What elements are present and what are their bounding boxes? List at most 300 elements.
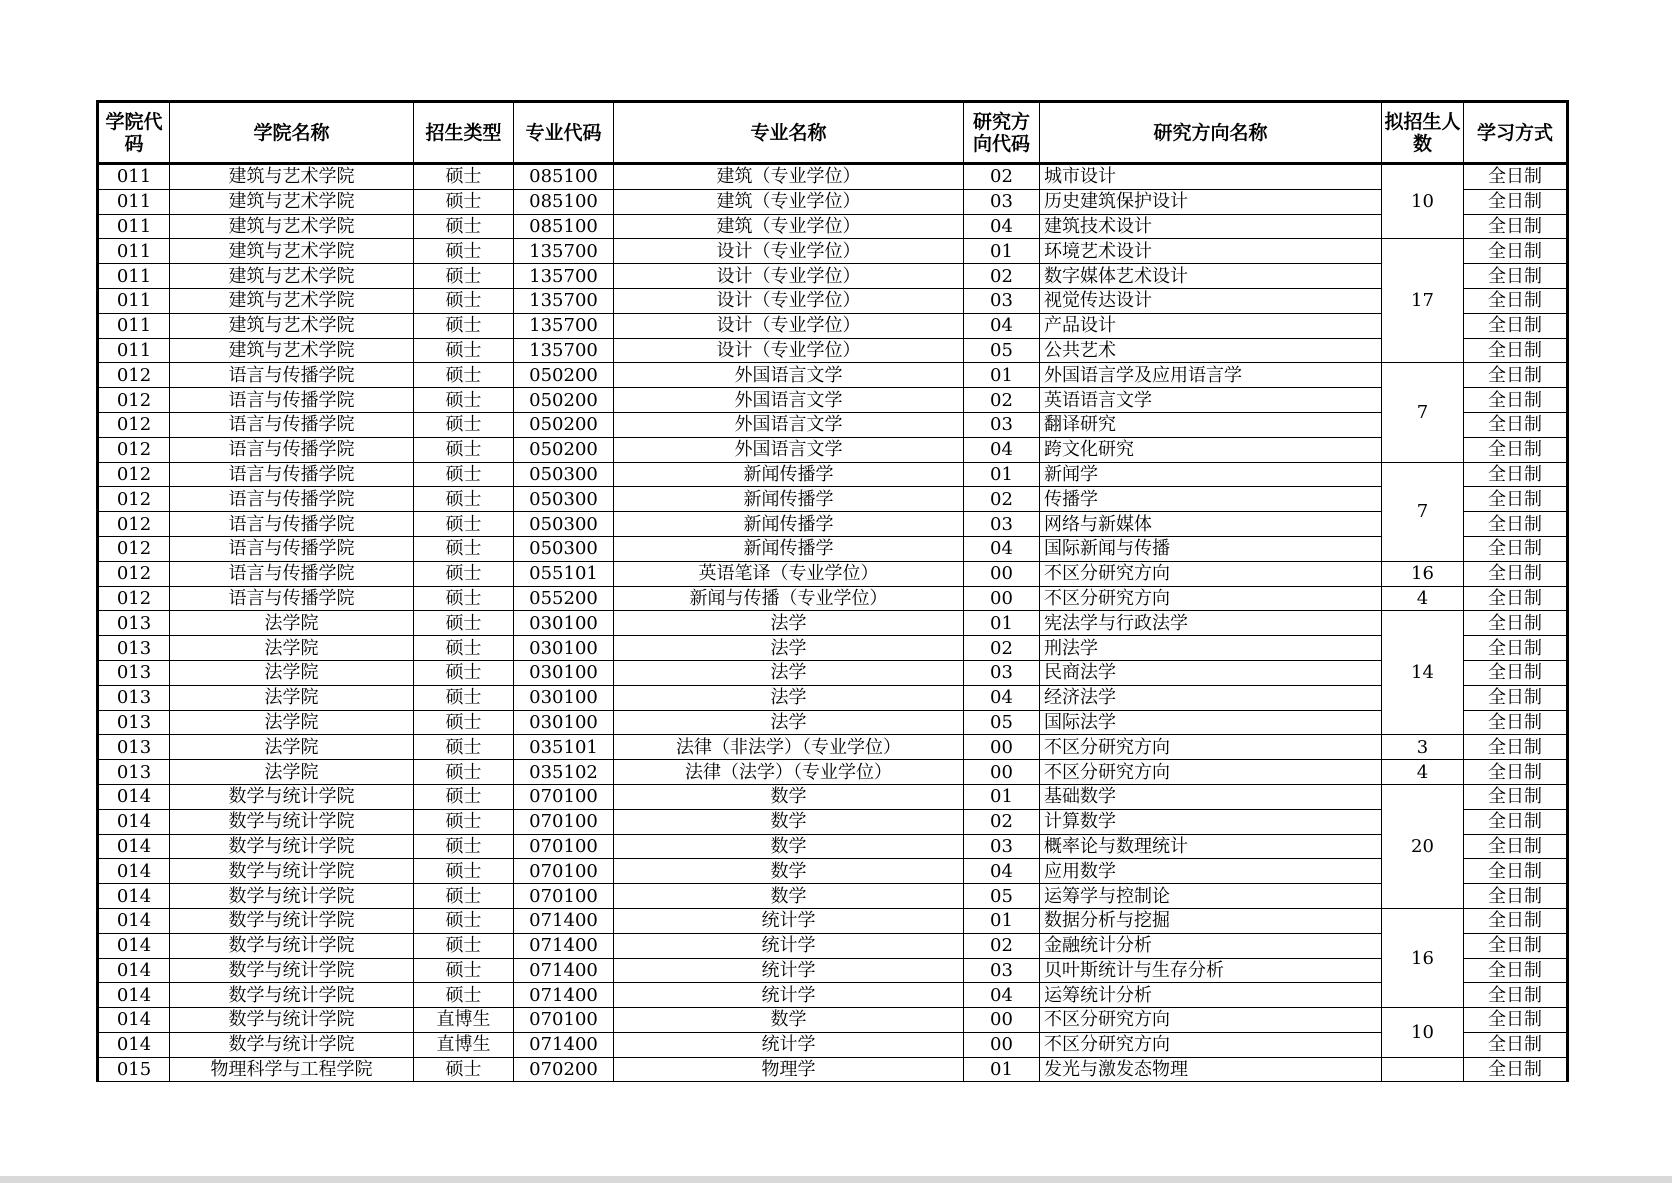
cell-study-mode: 全日制: [1464, 363, 1568, 388]
cell-direction-name: 网络与新媒体: [1040, 512, 1382, 537]
cell-school-name: 法学院: [170, 760, 414, 785]
table-row: [98, 264, 1568, 289]
cell-major-name: 设计（专业学位）: [614, 313, 964, 338]
cell-major-name: 法学: [614, 660, 964, 685]
cell-enroll-type: 硕士: [414, 412, 514, 437]
cell-direction-code: 02: [964, 809, 1040, 834]
cell-school-name: 建筑与艺术学院: [170, 313, 414, 338]
cell-study-mode: 全日制: [1464, 512, 1568, 537]
table-row: [98, 1032, 1568, 1057]
cell-study-mode: 全日制: [1464, 908, 1568, 933]
cell-school-code: 015: [98, 1057, 170, 1082]
table-row: [98, 512, 1568, 537]
table-row: [98, 338, 1568, 363]
header-school-name: 学院名称: [170, 102, 414, 164]
cell-major-code: 085100: [514, 214, 614, 239]
cell-school-name: 数学与统计学院: [170, 1032, 414, 1057]
cell-direction-code: 01: [964, 363, 1040, 388]
cell-school-code: 014: [98, 958, 170, 983]
cell-school-name: 建筑与艺术学院: [170, 189, 414, 214]
cell-school-code: 011: [98, 264, 170, 289]
cell-major-code: 071400: [514, 958, 614, 983]
cell-direction-code: 03: [964, 512, 1040, 537]
cell-enroll-type: 硕士: [414, 760, 514, 785]
cell-quota: 17: [1382, 239, 1464, 363]
cell-major-code: 071400: [514, 933, 614, 958]
cell-major-name: 新闻传播学: [614, 512, 964, 537]
cell-enroll-type: 硕士: [414, 239, 514, 264]
cell-school-name: 数学与统计学院: [170, 809, 414, 834]
cell-quota: 10: [1382, 164, 1464, 239]
cell-school-code: 014: [98, 983, 170, 1008]
cell-major-name: 设计（专业学位）: [614, 338, 964, 363]
cell-enroll-type: 硕士: [414, 338, 514, 363]
header-row: [98, 102, 1568, 164]
cell-major-name: 物理学: [614, 1057, 964, 1082]
cell-study-mode: 全日制: [1464, 611, 1568, 636]
cell-school-code: 013: [98, 735, 170, 760]
enrollment-table-wrapper: [96, 100, 1569, 1082]
cell-major-code: 070100: [514, 859, 614, 884]
cell-major-code: 071400: [514, 908, 614, 933]
cell-quota: 4: [1382, 586, 1464, 611]
cell-major-code: 070100: [514, 809, 614, 834]
cell-major-name: 外国语言文学: [614, 412, 964, 437]
cell-direction-name: 国际法学: [1040, 710, 1382, 735]
cell-school-name: 语言与传播学院: [170, 561, 414, 586]
cell-school-code: 013: [98, 611, 170, 636]
cell-enroll-type: 硕士: [414, 660, 514, 685]
cell-school-name: 语言与传播学院: [170, 388, 414, 413]
cell-study-mode: 全日制: [1464, 536, 1568, 561]
cell-enroll-type: 硕士: [414, 462, 514, 487]
cell-school-code: 014: [98, 809, 170, 834]
cell-direction-code: 01: [964, 462, 1040, 487]
cell-major-name: 数学: [614, 809, 964, 834]
table-row: [98, 908, 1568, 933]
cell-school-code: 012: [98, 512, 170, 537]
cell-direction-name: 经济法学: [1040, 685, 1382, 710]
cell-enroll-type: 硕士: [414, 586, 514, 611]
cell-direction-code: 04: [964, 859, 1040, 884]
cell-school-code: 012: [98, 487, 170, 512]
cell-school-code: 014: [98, 933, 170, 958]
cell-direction-code: 04: [964, 983, 1040, 1008]
cell-enroll-type: 直博生: [414, 1008, 514, 1033]
cell-major-code: 050200: [514, 437, 614, 462]
table-row: [98, 933, 1568, 958]
cell-direction-code: 04: [964, 437, 1040, 462]
cell-quota: 20: [1382, 784, 1464, 908]
cell-direction-name: 国际新闻与传播: [1040, 536, 1382, 561]
cell-enroll-type: 硕士: [414, 437, 514, 462]
cell-major-code: 030100: [514, 685, 614, 710]
header-enroll-type: 招生类型: [414, 102, 514, 164]
cell-school-code: 011: [98, 338, 170, 363]
cell-major-name: 新闻与传播（专业学位）: [614, 586, 964, 611]
header-major-name: 专业名称: [614, 102, 964, 164]
cell-direction-code: 02: [964, 636, 1040, 661]
cell-direction-code: 04: [964, 536, 1040, 561]
cell-school-code: 011: [98, 189, 170, 214]
cell-school-name: 数学与统计学院: [170, 958, 414, 983]
cell-major-code: 030100: [514, 611, 614, 636]
cell-school-code: 013: [98, 636, 170, 661]
cell-direction-name: 公共艺术: [1040, 338, 1382, 363]
cell-study-mode: 全日制: [1464, 288, 1568, 313]
cell-study-mode: 全日制: [1464, 958, 1568, 983]
table-row: [98, 859, 1568, 884]
cell-direction-name: 历史建筑保护设计: [1040, 189, 1382, 214]
cell-school-name: 数学与统计学院: [170, 1008, 414, 1033]
table-row: [98, 288, 1568, 313]
cell-study-mode: 全日制: [1464, 264, 1568, 289]
table-row: [98, 884, 1568, 909]
table-row: [98, 1008, 1568, 1033]
cell-enroll-type: 硕士: [414, 958, 514, 983]
cell-school-code: 011: [98, 214, 170, 239]
cell-direction-name: 不区分研究方向: [1040, 1032, 1382, 1057]
cell-direction-name: 外国语言学及应用语言学: [1040, 363, 1382, 388]
cell-enroll-type: 硕士: [414, 1057, 514, 1082]
cell-school-name: 数学与统计学院: [170, 834, 414, 859]
cell-school-code: 012: [98, 363, 170, 388]
table-row: [98, 164, 1568, 190]
cell-study-mode: 全日制: [1464, 859, 1568, 884]
cell-enroll-type: 硕士: [414, 636, 514, 661]
cell-direction-name: 应用数学: [1040, 859, 1382, 884]
cell-school-code: 012: [98, 536, 170, 561]
cell-direction-name: 城市设计: [1040, 164, 1382, 190]
cell-school-code: 014: [98, 859, 170, 884]
header-direction-name: 研究方向名称: [1040, 102, 1382, 164]
cell-major-code: 050300: [514, 512, 614, 537]
cell-quota: [1382, 1057, 1464, 1082]
cell-school-name: 建筑与艺术学院: [170, 338, 414, 363]
cell-study-mode: 全日制: [1464, 710, 1568, 735]
cell-enroll-type: 硕士: [414, 859, 514, 884]
cell-direction-name: 翻译研究: [1040, 412, 1382, 437]
cell-direction-name: 新闻学: [1040, 462, 1382, 487]
table-row: [98, 561, 1568, 586]
cell-direction-name: 数据分析与挖掘: [1040, 908, 1382, 933]
cell-study-mode: 全日制: [1464, 1008, 1568, 1033]
table-row: [98, 958, 1568, 983]
cell-direction-name: 环境艺术设计: [1040, 239, 1382, 264]
cell-direction-code: 00: [964, 561, 1040, 586]
cell-school-code: 013: [98, 710, 170, 735]
cell-school-name: 语言与传播学院: [170, 512, 414, 537]
table-row: [98, 189, 1568, 214]
cell-major-name: 数学: [614, 834, 964, 859]
cell-direction-name: 视觉传达设计: [1040, 288, 1382, 313]
cell-school-name: 建筑与艺术学院: [170, 239, 414, 264]
cell-school-name: 法学院: [170, 735, 414, 760]
cell-school-name: 数学与统计学院: [170, 859, 414, 884]
cell-major-code: 030100: [514, 660, 614, 685]
cell-major-name: 外国语言文学: [614, 437, 964, 462]
cell-school-name: 数学与统计学院: [170, 933, 414, 958]
cell-major-code: 071400: [514, 983, 614, 1008]
cell-major-code: 135700: [514, 288, 614, 313]
cell-direction-name: 运筹学与控制论: [1040, 884, 1382, 909]
cell-direction-name: 刑法学: [1040, 636, 1382, 661]
cell-study-mode: 全日制: [1464, 189, 1568, 214]
cell-enroll-type: 硕士: [414, 809, 514, 834]
cell-school-name: 法学院: [170, 685, 414, 710]
cell-quota: 16: [1382, 908, 1464, 1007]
cell-enroll-type: 硕士: [414, 884, 514, 909]
table-row: [98, 760, 1568, 785]
cell-major-code: 050300: [514, 536, 614, 561]
cell-direction-code: 01: [964, 611, 1040, 636]
table-row: [98, 388, 1568, 413]
cell-school-code: 014: [98, 1032, 170, 1057]
cell-school-code: 014: [98, 784, 170, 809]
cell-study-mode: 全日制: [1464, 313, 1568, 338]
cell-study-mode: 全日制: [1464, 239, 1568, 264]
cell-school-code: 014: [98, 908, 170, 933]
cell-major-name: 数学: [614, 784, 964, 809]
cell-enroll-type: 硕士: [414, 710, 514, 735]
table-row: [98, 784, 1568, 809]
table-row: [98, 809, 1568, 834]
cell-major-name: 新闻传播学: [614, 462, 964, 487]
cell-major-name: 外国语言文学: [614, 388, 964, 413]
cell-major-name: 数学: [614, 884, 964, 909]
table-body: [98, 164, 1568, 1082]
cell-direction-code: 04: [964, 313, 1040, 338]
cell-school-code: 014: [98, 884, 170, 909]
cell-school-code: 013: [98, 660, 170, 685]
cell-study-mode: 全日制: [1464, 437, 1568, 462]
cell-study-mode: 全日制: [1464, 1057, 1568, 1082]
cell-study-mode: 全日制: [1464, 760, 1568, 785]
cell-major-code: 050200: [514, 363, 614, 388]
cell-study-mode: 全日制: [1464, 884, 1568, 909]
cell-direction-code: 00: [964, 735, 1040, 760]
cell-direction-name: 不区分研究方向: [1040, 586, 1382, 611]
cell-school-name: 语言与传播学院: [170, 437, 414, 462]
table-row: [98, 462, 1568, 487]
cell-school-name: 数学与统计学院: [170, 908, 414, 933]
cell-study-mode: 全日制: [1464, 586, 1568, 611]
cell-study-mode: 全日制: [1464, 388, 1568, 413]
table-row: [98, 685, 1568, 710]
cell-school-name: 数学与统计学院: [170, 983, 414, 1008]
cell-direction-name: 产品设计: [1040, 313, 1382, 338]
enrollment-table: [96, 100, 1569, 1082]
header-study-mode: 学习方式: [1464, 102, 1568, 164]
cell-direction-name: 传播学: [1040, 487, 1382, 512]
cell-school-name: 语言与传播学院: [170, 586, 414, 611]
cell-direction-code: 01: [964, 1057, 1040, 1082]
cell-study-mode: 全日制: [1464, 735, 1568, 760]
cell-major-name: 设计（专业学位）: [614, 239, 964, 264]
cell-direction-code: 00: [964, 1032, 1040, 1057]
table-row: [98, 1057, 1568, 1082]
cell-major-name: 数学: [614, 859, 964, 884]
cell-study-mode: 全日制: [1464, 983, 1568, 1008]
cell-major-code: 050200: [514, 388, 614, 413]
cell-direction-code: 02: [964, 164, 1040, 190]
table-row: [98, 660, 1568, 685]
cell-study-mode: 全日制: [1464, 933, 1568, 958]
cell-major-code: 135700: [514, 313, 614, 338]
cell-school-name: 语言与传播学院: [170, 462, 414, 487]
cell-school-name: 数学与统计学院: [170, 784, 414, 809]
cell-major-code: 070100: [514, 884, 614, 909]
cell-school-code: 012: [98, 388, 170, 413]
cell-direction-code: 03: [964, 834, 1040, 859]
cell-enroll-type: 硕士: [414, 264, 514, 289]
cell-enroll-type: 硕士: [414, 487, 514, 512]
cell-school-code: 011: [98, 239, 170, 264]
cell-study-mode: 全日制: [1464, 487, 1568, 512]
cell-school-name: 建筑与艺术学院: [170, 264, 414, 289]
cell-major-code: 085100: [514, 189, 614, 214]
cell-enroll-type: 硕士: [414, 685, 514, 710]
cell-major-name: 新闻传播学: [614, 536, 964, 561]
cell-direction-code: 04: [964, 214, 1040, 239]
cell-direction-code: 02: [964, 487, 1040, 512]
cell-direction-name: 民商法学: [1040, 660, 1382, 685]
cell-major-code: 070200: [514, 1057, 614, 1082]
cell-enroll-type: 硕士: [414, 288, 514, 313]
cell-school-code: 014: [98, 1008, 170, 1033]
cell-direction-code: 02: [964, 388, 1040, 413]
cell-direction-name: 不区分研究方向: [1040, 760, 1382, 785]
cell-study-mode: 全日制: [1464, 164, 1568, 190]
cell-major-name: 英语笔译（专业学位）: [614, 561, 964, 586]
cell-direction-code: 05: [964, 710, 1040, 735]
table-row: [98, 412, 1568, 437]
cell-major-code: 030100: [514, 710, 614, 735]
cell-school-name: 语言与传播学院: [170, 363, 414, 388]
cell-enroll-type: 硕士: [414, 536, 514, 561]
cell-school-code: 012: [98, 437, 170, 462]
cell-major-code: 050200: [514, 412, 614, 437]
cell-major-code: 070100: [514, 834, 614, 859]
cell-major-name: 数学: [614, 1008, 964, 1033]
cell-direction-name: 不区分研究方向: [1040, 735, 1382, 760]
cell-direction-name: 基础数学: [1040, 784, 1382, 809]
header-major-code: 专业代码: [514, 102, 614, 164]
cell-direction-code: 01: [964, 908, 1040, 933]
cell-major-code: 035102: [514, 760, 614, 785]
cell-school-name: 建筑与艺术学院: [170, 214, 414, 239]
table-row: [98, 536, 1568, 561]
cell-direction-code: 01: [964, 239, 1040, 264]
cell-major-code: 070100: [514, 784, 614, 809]
cell-major-name: 建筑（专业学位）: [614, 214, 964, 239]
cell-major-name: 外国语言文学: [614, 363, 964, 388]
cell-direction-code: 01: [964, 784, 1040, 809]
cell-major-name: 统计学: [614, 908, 964, 933]
cell-major-code: 055200: [514, 586, 614, 611]
cell-enroll-type: 硕士: [414, 189, 514, 214]
cell-direction-code: 00: [964, 760, 1040, 785]
cell-direction-code: 05: [964, 338, 1040, 363]
cell-major-code: 030100: [514, 636, 614, 661]
cell-major-code: 085100: [514, 164, 614, 190]
cell-major-name: 法学: [614, 685, 964, 710]
cell-major-code: 070100: [514, 1008, 614, 1033]
cell-major-code: 071400: [514, 1032, 614, 1057]
table-row: [98, 611, 1568, 636]
cell-major-code: 055101: [514, 561, 614, 586]
cell-direction-code: 02: [964, 264, 1040, 289]
cell-enroll-type: 硕士: [414, 784, 514, 809]
cell-major-code: 135700: [514, 338, 614, 363]
cell-study-mode: 全日制: [1464, 660, 1568, 685]
cell-study-mode: 全日制: [1464, 462, 1568, 487]
cell-enroll-type: 硕士: [414, 388, 514, 413]
cell-study-mode: 全日制: [1464, 834, 1568, 859]
cell-direction-name: 数字媒体艺术设计: [1040, 264, 1382, 289]
cell-school-name: 法学院: [170, 611, 414, 636]
cell-school-name: 法学院: [170, 710, 414, 735]
cell-enroll-type: 直博生: [414, 1032, 514, 1057]
table-header: [98, 102, 1568, 164]
cell-school-name: 数学与统计学院: [170, 884, 414, 909]
cell-direction-name: 概率论与数理统计: [1040, 834, 1382, 859]
cell-study-mode: 全日制: [1464, 636, 1568, 661]
cell-direction-name: 发光与激发态物理: [1040, 1057, 1382, 1082]
cell-school-code: 012: [98, 462, 170, 487]
cell-study-mode: 全日制: [1464, 214, 1568, 239]
table-row: [98, 735, 1568, 760]
cell-major-name: 设计（专业学位）: [614, 264, 964, 289]
cell-study-mode: 全日制: [1464, 412, 1568, 437]
cell-quota: 10: [1382, 1008, 1464, 1058]
cell-major-name: 法律（法学）（专业学位）: [614, 760, 964, 785]
cell-direction-code: 05: [964, 884, 1040, 909]
page-bottom-bar: [0, 1176, 1672, 1183]
cell-major-code: 135700: [514, 239, 614, 264]
cell-enroll-type: 硕士: [414, 313, 514, 338]
cell-quota: 7: [1382, 363, 1464, 462]
cell-enroll-type: 硕士: [414, 561, 514, 586]
cell-major-name: 设计（专业学位）: [614, 288, 964, 313]
header-quota: 拟招生人数: [1382, 102, 1464, 164]
table-row: [98, 313, 1568, 338]
cell-major-code: 050300: [514, 462, 614, 487]
cell-enroll-type: 硕士: [414, 164, 514, 190]
cell-major-name: 法律（非法学）（专业学位）: [614, 735, 964, 760]
cell-study-mode: 全日制: [1464, 784, 1568, 809]
cell-school-name: 法学院: [170, 660, 414, 685]
cell-direction-code: 04: [964, 685, 1040, 710]
cell-major-name: 统计学: [614, 983, 964, 1008]
cell-quota: 3: [1382, 735, 1464, 760]
cell-major-name: 新闻传播学: [614, 487, 964, 512]
cell-direction-name: 宪法学与行政法学: [1040, 611, 1382, 636]
header-direction-code: 研究方向代码: [964, 102, 1040, 164]
cell-major-name: 建筑（专业学位）: [614, 189, 964, 214]
cell-school-name: 语言与传播学院: [170, 536, 414, 561]
cell-major-name: 统计学: [614, 1032, 964, 1057]
cell-major-name: 统计学: [614, 933, 964, 958]
cell-school-code: 013: [98, 685, 170, 710]
cell-enroll-type: 硕士: [414, 363, 514, 388]
cell-school-code: 011: [98, 164, 170, 190]
cell-study-mode: 全日制: [1464, 561, 1568, 586]
cell-quota: 14: [1382, 611, 1464, 735]
cell-school-code: 012: [98, 586, 170, 611]
cell-enroll-type: 硕士: [414, 512, 514, 537]
cell-enroll-type: 硕士: [414, 908, 514, 933]
